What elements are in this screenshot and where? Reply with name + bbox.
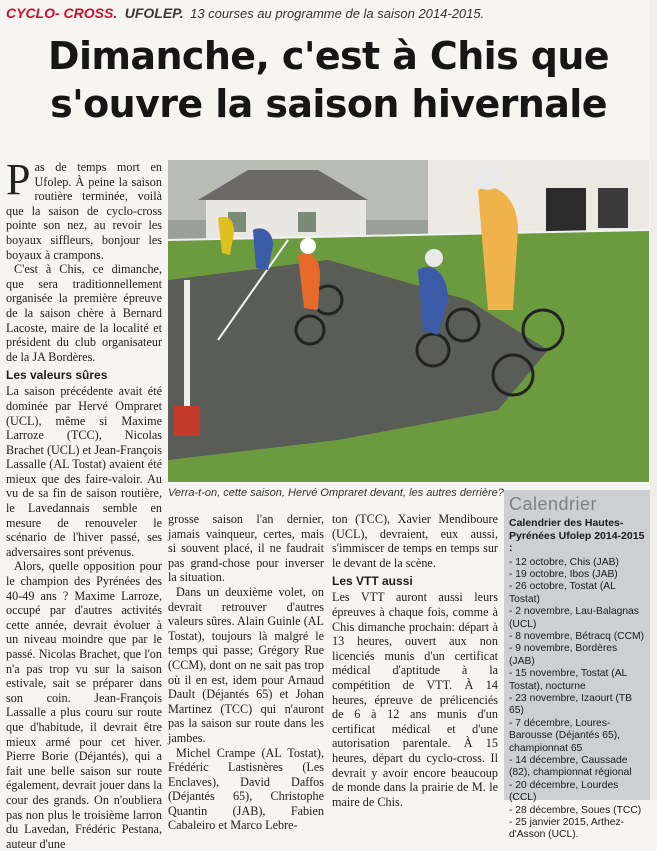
intro-paragraph-1: as de temps mort en Ufolep. À peine la saison routière terminée, voilà que la saison de cyclo-cross pointe son nez, au revoir les boyaux siffleurs, bonjour les boyaux à crampons. bbox=[6, 160, 162, 262]
headline bbox=[0, 32, 657, 128]
calendar-entry: - 23 novembre, Izaourt (TB 65) bbox=[509, 692, 633, 717]
headline-line-1: Dimanche, c'est à Chis que bbox=[48, 34, 609, 78]
body-paragraph: La saison précédente avait été dominée par Hervé Ompraret (UCL), même si Maxime Larroze (TCC), Nicolas Brachet (UCL) et Jean-François Lassalle (AL Tostat) avaient été mieux que des faire-valoir. Au vu de sa fin de saison routière, le Lavedannais semble en mesure de renouveler le scénario de l'hiver passé, ses adversaires sont prévenus. bbox=[6, 384, 163, 559]
calendar-entry: - 8 novembre, Bétracq (CCM) bbox=[509, 630, 645, 642]
section-tag: CYCLO- CROSS. bbox=[6, 5, 118, 21]
dropcap: P bbox=[6, 155, 31, 204]
section-heading-vtt: Les VTT aussi bbox=[332, 574, 413, 589]
calendar-title: Calendrier bbox=[509, 494, 598, 514]
body-paragraph: grosse saison l'an dernier, jamais vainqueur, certes, mais si souvent placé, il ne faudrait pas grand-chose pour inverser la situation. bbox=[168, 512, 324, 585]
body-paragraph: ton (TCC), Xavier Mendiboure (UCL), devraient, eux aussi, s'immiscer de temps en temps sur le devant de la scène. bbox=[332, 512, 498, 570]
section-heading-valeurs: Les valeurs sûres bbox=[6, 368, 108, 383]
photo-caption: Verra-t-on, cette saison, Hervé Ompraret devant, les autres derrière? bbox=[168, 487, 504, 499]
calendar-entry: - 20 décembre, Lourdes (CCL) bbox=[509, 779, 619, 804]
race-photo bbox=[168, 160, 649, 482]
calendar-entry: - 2 novembre, Lau-Balagnas (UCL) bbox=[509, 606, 639, 630]
adjacent-page-edge bbox=[650, 0, 657, 800]
intro-paragraph-2: C'est à Chis, ce dimanche, que sera traditionnellement organisée la première épreuve de la saison chère à Bernard Lacoste, maire de la localité et président du club organisateur de la JA Bordères. bbox=[6, 262, 162, 364]
body-paragraph: Dans un deuxième volet, on devrait retrouver d'autres valeurs sûres. Alain Guinle (AL Tostat), toujours là malgré le temps qui passe; Grégory Rue (CCM), dont on ne sait pas trop où il en est, idem pour Arnaud Dault (Déjantés 65) et Johan Martinez (TCC) qui n'auront pas la saison sur route dans les jambes. bbox=[168, 584, 324, 745]
calendar-entry: - 12 octobre, Chis (JAB) bbox=[509, 556, 619, 568]
calendar-entry: - 14 décembre, Caussade (82), championnat régional bbox=[509, 755, 632, 779]
article-column-1 bbox=[6, 155, 163, 851]
calendar-box bbox=[504, 490, 650, 841]
body-paragraph: Les VTT auront aussi leurs épreuves à chaque fois, comme à Chis dimanche prochain: départ à 13 heures, ouvert aux non licenciés munis d'un certificat médical d'aptitude à la compétition de VTT. À 14 heures, épreuve de prélicenciés de 6 à 12 ans munis d'un certificat médical et d'une autorisation parentale. À 15 heures, départ du cyclo-cross. Il devrait y avoir encore beaucoup de monde dans la prairie de M. le maire de Chis. bbox=[332, 590, 498, 809]
race-photo-illustration bbox=[168, 160, 649, 482]
body-paragraph: Alors, quelle opposition pour le champion des Pyrénées des 40-49 ans ? Maxime Larroze, occupé par d'autres activités cette année, devrait évoluer à un niveau moindre que par le passé. Nicolas Brachet, que l'on n'a pas trop vu sur la saison estivale, sait se préparer dans son coin. Jean-François Lassalle a plus couru sur route que d'habitude, il devrait être mieux armé pour cet hiver. Pierre Borie (Déjantés), qui a fait une belle saison sur route également, devrait jouer dans la cour des grands. On n'oubliera pas non plus le troisième larron du Lavedan, Frédéric Pestana, auteur d'une bbox=[6, 559, 162, 851]
calendar-subtitle: Calendrier des Hautes-Pyrénées Ufolep 2014-2015 : bbox=[509, 517, 645, 554]
calendar-entry: - 25 janvier 2015, Arthez-d'Asson (UCL). bbox=[509, 817, 625, 841]
kicker bbox=[6, 4, 484, 24]
article-column-3 bbox=[332, 512, 498, 809]
org-tag: UFOLEP. bbox=[124, 5, 184, 21]
calendar-entry: - 15 novembre, Tostat (AL Tostat), nocturne bbox=[509, 668, 627, 692]
article-column-2 bbox=[168, 512, 324, 833]
calendar-entry: - 9 novembre, Bordères (JAB) bbox=[509, 643, 618, 667]
calendar-entry: - 7 décembre, Loures-Barousse (Déjantés 65), championnat 65 bbox=[509, 717, 621, 754]
calendar-entry: - 28 décembre, Soues (TCC) bbox=[509, 804, 642, 816]
calendar-entry: - 26 octobre, Tostat (AL Tostat) bbox=[509, 581, 616, 605]
calendar-entry: - 19 octobre, Ibos (JAB) bbox=[509, 568, 618, 580]
kicker-subject: 13 courses au programme de la saison 2014-2015. bbox=[190, 6, 485, 21]
headline-line-2: s'ouvre la saison hivernale bbox=[50, 82, 607, 126]
body-paragraph: Michel Crampe (AL Tostat), Frédéric Lastisnères (Les Enclaves), David Daffos (Déjantés 65), Christophe Quantin (JAB), Fabien Cabaleiro et Marco Lebre- bbox=[168, 745, 324, 833]
